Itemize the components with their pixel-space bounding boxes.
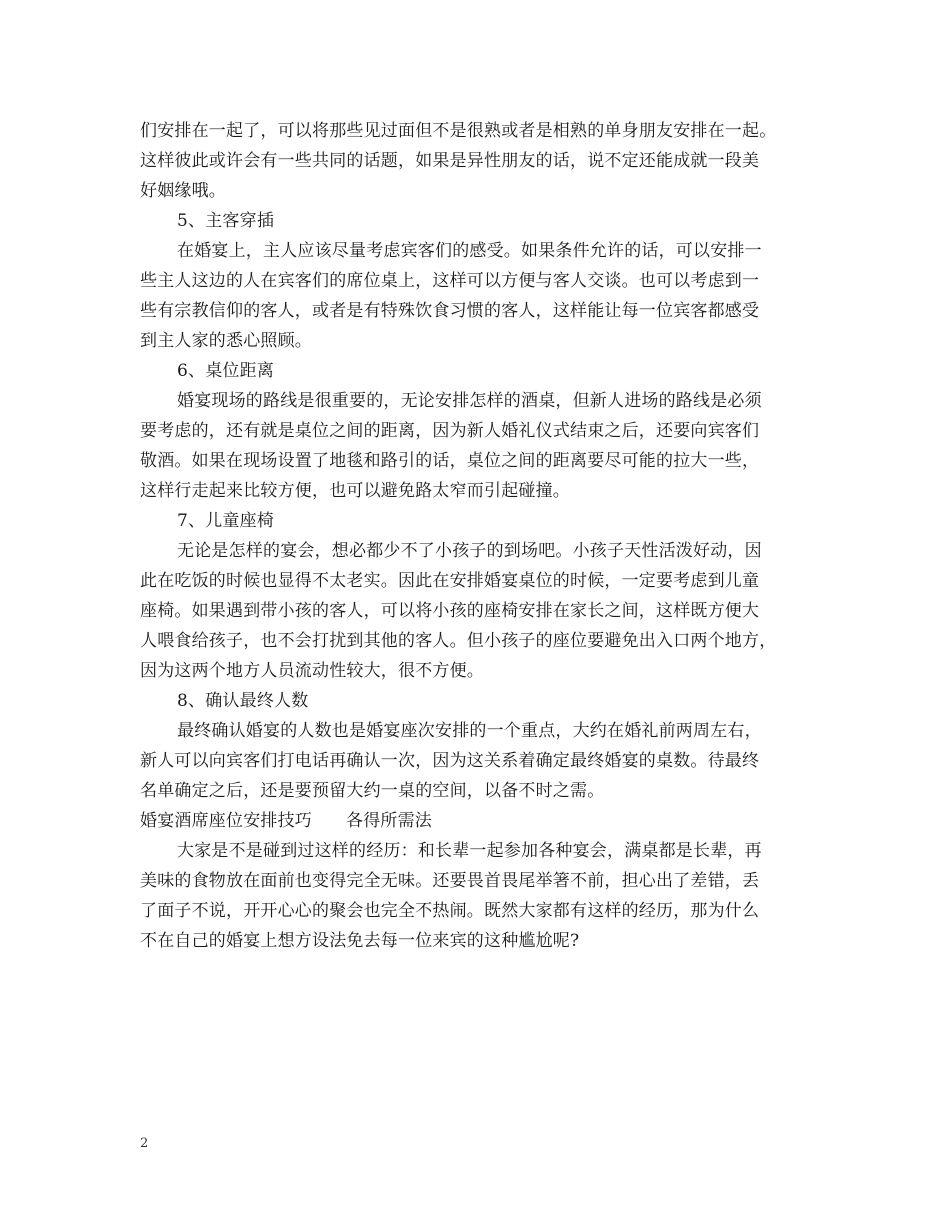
paragraph-line: 这样彼此或许会有一些共同的话题，如果是异性朋友的话，说不定还能成就一段美 <box>140 151 760 171</box>
document-body <box>140 116 820 956</box>
paragraph-line: 无论是怎样的宴会，想必都少不了小孩子的到场吧。小孩子天性活泼好动，因 <box>177 541 762 561</box>
paragraph-line: 们安排在一起了，可以将那些见过面但不是很熟或者是相熟的单身朋友安排在一起。 <box>140 121 777 141</box>
paragraph-line: 名单确定之后，还是要预留大约一桌的空间，以备不时之需。 <box>140 781 605 801</box>
paragraph-line: 不在自己的婚宴上想方设法免去每一位来宾的这种尴尬呢? <box>140 931 580 951</box>
paragraph-line: 因为这两个地方人员流动性较大，很不方便。 <box>140 661 484 681</box>
item-heading-8: 8、确认最终人数 <box>177 691 309 711</box>
paragraph-line: 些主人这边的人在宾客们的席位桌上，这样可以方便与客人交谈。也可以考虑到一 <box>140 271 760 291</box>
paragraph-line: 人喂食给孩子，也不会打扰到其他的客人。但小孩子的座位要避免出入口两个地方， <box>140 631 777 651</box>
page-number: 2 <box>140 1136 149 1151</box>
paragraph-line: 婚宴现场的路线是很重要的，无论安排怎样的酒桌，但新人进场的路线是必须 <box>177 391 762 411</box>
section-heading-subtitle: 各得所需法 <box>346 811 432 831</box>
paragraph-line: 座椅。如果遇到带小孩的客人，可以将小孩的座椅安排在家长之间，这样既方便大 <box>140 601 760 621</box>
paragraph-line: 这样行走起来比较方便，也可以避免路太窄而引起碰撞。 <box>140 481 570 501</box>
paragraph-line: 了面子不说，开开心心的聚会也完全不热闹。既然大家都有这样的经历，那为什么 <box>140 901 760 921</box>
paragraph-line: 美味的食物放在面前也变得完全无味。还要畏首畏尾举箸不前，担心出了差错，丢 <box>140 871 760 891</box>
item-heading-6: 6、桌位距离 <box>177 361 275 381</box>
paragraph-line: 到主人家的悉心照顾。 <box>140 331 312 351</box>
paragraph-line: 敬酒。如果在现场设置了地毯和路引的话，桌位之间的距离要尽可能的拉大一些， <box>140 451 760 471</box>
paragraph-line: 在婚宴上，主人应该尽量考虑宾客们的感受。如果条件允许的话，可以安排一 <box>177 241 762 261</box>
paragraph-line: 新人可以向宾客们打电话再确认一次，因为这关系着确定最终婚宴的桌数。待最终 <box>140 751 760 771</box>
paragraph-line: 好姻缘哦。 <box>140 181 226 201</box>
item-heading-5: 5、主客穿插 <box>177 211 275 231</box>
section-heading <box>140 806 820 836</box>
paragraph-line: 最终确认婚宴的人数也是婚宴座次安排的一个重点，大约在婚礼前两周左右， <box>177 721 762 741</box>
paragraph-line: 此在吃饭的时候也显得不太老实。因此在安排婚宴桌位的时候，一定要考虑到儿童 <box>140 571 760 591</box>
paragraph-line: 些有宗教信仰的客人，或者是有特殊饮食习惯的客人，这样能让每一位宾客都感受 <box>140 301 760 321</box>
paragraph-line: 大家是不是碰到过这样的经历：和长辈一起参加各种宴会，满桌都是长辈，再 <box>177 841 762 861</box>
section-heading-title: 婚宴酒席座位安排技巧 <box>140 811 312 831</box>
item-heading-7: 7、儿童座椅 <box>177 511 275 531</box>
paragraph-line: 要考虑的，还有就是桌位之间的距离，因为新人婚礼仪式结束之后，还要向宾客们 <box>140 421 760 441</box>
